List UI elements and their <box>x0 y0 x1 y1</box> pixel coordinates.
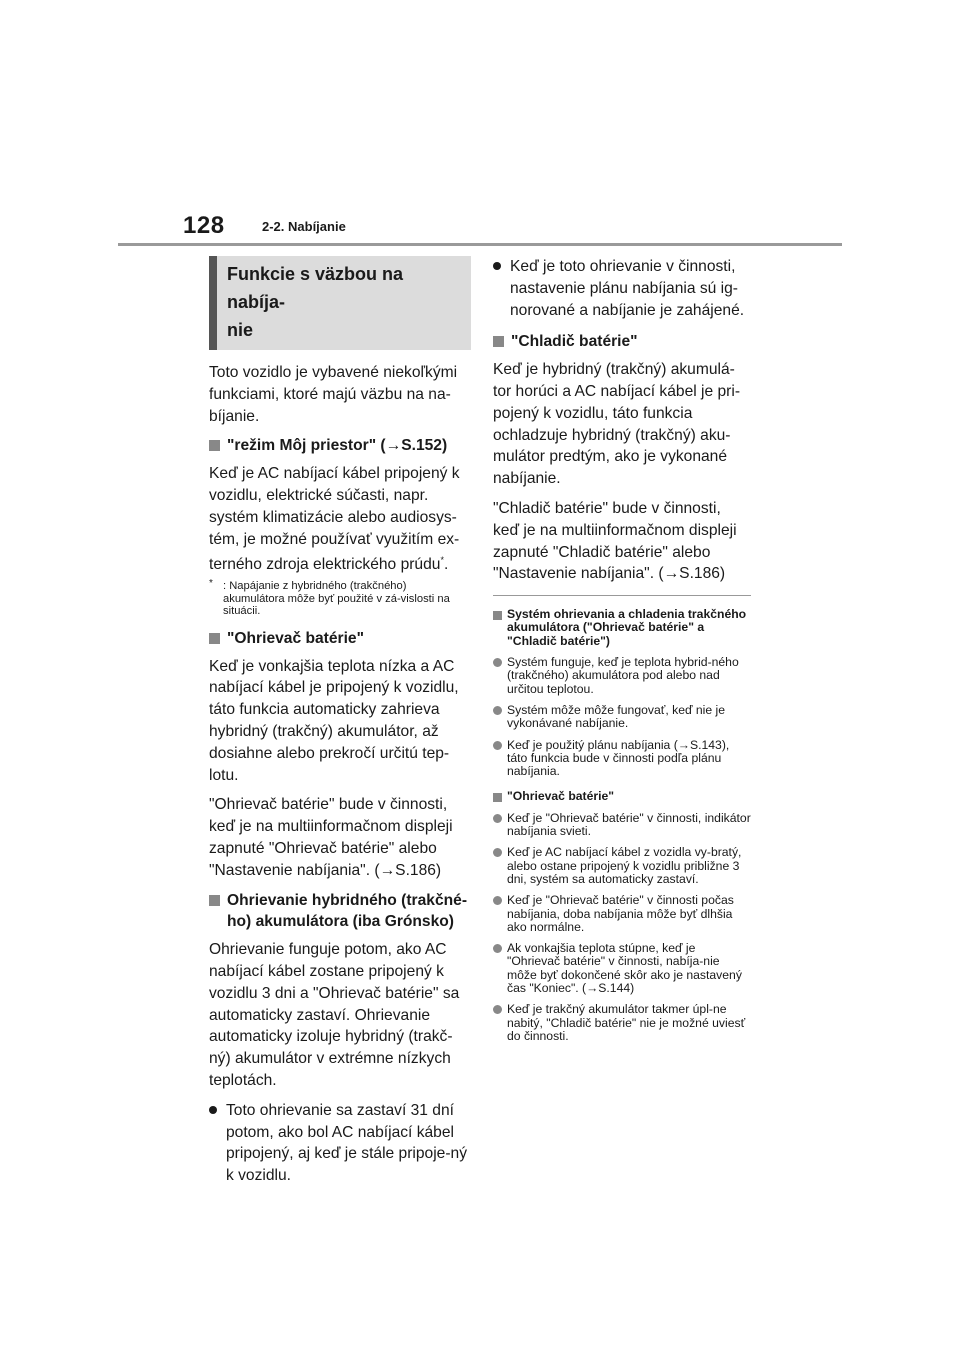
subheading-hybrid-heating <box>209 890 471 934</box>
page-number: 128 <box>183 212 225 239</box>
left-column <box>209 256 471 1197</box>
circle-bullet-icon <box>493 1005 502 1014</box>
bullet-dot-icon <box>493 262 501 270</box>
hybrid-heating-paragraph: Ohrievanie funguje potom, ako AC nabíjací kábel zostane pripojený k vozidlu 3 dni a "Ohrievač batérie" sa automaticky zastaví. Ohrievanie automaticky izoluje hybridný (trakč-ný) akumulátor v extrémne nízkych teplotách. <box>209 941 460 1089</box>
info-heading <box>493 790 751 803</box>
section-heading: Funkcie s väzbou na nabíja- nie <box>227 264 404 340</box>
info-item <box>493 739 751 779</box>
bullet-dot-icon <box>209 1106 217 1114</box>
square-bullet-icon <box>493 336 504 347</box>
paragraph-text: Keď je AC nabíjací kábel pripojený k vozidlu, elektrické súčasti, napr. systém klimatizácie alebo audiosys-tém, je možné používať využitím ex-terného zdroja elektrického prúdu <box>209 465 460 574</box>
battery-heater-paragraph-2: "Ohrievač batérie" bude v činnosti, keď je na multiinformačnom displeji zapnuté "Ohrievač batérie" alebo "Nastavenie nabíjania". (→S.186) <box>209 796 453 879</box>
bullet-text: Toto ohrievanie sa zastaví 31 dní potom, ako bol AC nabíjací kábel pripojený, aj keď je stále pripoje-ný k vozidlu. <box>226 1101 468 1185</box>
battery-heater-paragraph: Keď je vonkajšia teplota nízka a AC nabíjací kábel je pripojený k vozidlu, táto funkcia automaticky zahrieva hybridný (trakčný) akumulátor, až dosiahne alebo prekročí určitú tep-lotu. <box>209 657 459 784</box>
info-item <box>493 1003 751 1043</box>
bullet-text: Keď je toto ohrievanie v činnosti, nastavenie plánu nabíjania sú ig-norované a nabíjanie je zahájené. <box>510 258 745 319</box>
info-divider <box>493 595 751 596</box>
square-bullet-icon <box>493 793 502 802</box>
square-bullet-icon <box>209 440 220 451</box>
info-item <box>493 656 751 696</box>
circle-bullet-icon <box>493 741 502 750</box>
sentence-end: . <box>443 556 449 574</box>
bullet-item <box>493 256 751 321</box>
bullet-item <box>209 1100 471 1187</box>
battery-cooler-paragraph: Keď je hybridný (trakčný) akumulá-tor horúci a AC nabíjací kábel je pri-pojený k vozidlu, táto funkcia ochladzuje hybridný (trakčný) aku-mulátor predtým, ako je vykonané nabíjanie. <box>493 361 741 488</box>
footnote <box>209 580 471 618</box>
my-room-paragraph <box>209 463 471 576</box>
circle-bullet-icon <box>493 658 502 667</box>
square-bullet-icon <box>209 895 220 906</box>
section-heading-box <box>209 256 471 350</box>
info-item-text: Systém môže môže fungovať, keď nie je vykonávané nabíjanie. <box>507 702 725 731</box>
intro-paragraph: Toto vozidlo je vybavené niekoľkými funkciami, ktoré majú väzbu na na-bíjanie. <box>209 364 458 425</box>
info-item-text: Ak vonkajšia teplota stúpne, keď je "Ohrievač batérie" v činnosti, nabíja-nie môže byť dokončené skôr ako je nastavený čas "Koniec". (→S.144) <box>507 941 742 995</box>
subheading-battery-cooler <box>493 331 751 353</box>
circle-bullet-icon <box>493 706 502 715</box>
subheading-text: "režim Môj priestor" (→S.152) <box>227 437 448 455</box>
info-item <box>493 846 751 886</box>
subheading-text: "Chladič batérie" <box>511 333 638 351</box>
footnote-marker: * <box>440 555 444 566</box>
footnote-star: * <box>209 578 213 590</box>
info-item <box>493 812 751 839</box>
info-item <box>493 704 751 731</box>
right-column <box>493 256 751 1051</box>
info-item <box>493 942 751 995</box>
subheading-battery-heater <box>209 628 471 650</box>
square-bullet-icon <box>209 633 220 644</box>
subheading-text: "Ohrievač batérie" <box>227 629 365 647</box>
header-divider <box>118 243 842 246</box>
circle-bullet-icon <box>493 944 502 953</box>
info-item-text: Keď je "Ohrievač batérie" v činnosti, indikátor nabíjania svieti. <box>507 810 751 839</box>
circle-bullet-icon <box>493 896 502 905</box>
battery-cooler-paragraph-2: "Chladič batérie" bude v činnosti, keď je na multiinformačnom displeji zapnuté "Chladič batérie" alebo "Nastavenie nabíjania". (→S.186) <box>493 499 737 583</box>
subheading-text: Ohrievanie hybridného (trakčné-ho) akumulátora (iba Grónsko) <box>227 891 468 931</box>
footnote-text: : Napájanie z hybridného (trakčného) akumulátora môže byť použité v zá-vislosti na situácii. <box>223 580 450 618</box>
section-title: 2-2. Nabíjanie <box>262 219 346 234</box>
info-item-text: Systém funguje, keď je teplota hybrid-ného (trakčného) akumulátora pod alebo nad určitou teplotou. <box>507 655 739 696</box>
info-item-text: Keď je trakčný akumulátor takmer úpl-ne nabitý, "Chladič batérie" nie je možné uviesť do činnosti. <box>507 1002 746 1043</box>
info-item-text: Keď je "Ohrievač batérie" v činnosti počas nabíjania, doba nabíjania môže byť dlhšia ako normálne. <box>507 893 734 934</box>
info-heading <box>493 608 751 648</box>
info-heading-text: Systém ohrievania a chladenia trakčného akumulátora ("Ohrievač batérie" a "Chladič batérie") <box>507 607 747 648</box>
info-heading-text: "Ohrievač batérie" <box>507 789 615 804</box>
info-item-text: Keď je použitý plánu nabíjania (→S.143), táto funkcia bude v činnosti podľa plánu nabíjania. <box>507 737 730 779</box>
subheading-my-room <box>209 435 471 457</box>
info-item <box>493 894 751 934</box>
circle-bullet-icon <box>493 814 502 823</box>
circle-bullet-icon <box>493 848 502 857</box>
square-bullet-icon <box>493 611 502 620</box>
info-item-text: Keď je AC nabíjací kábel z vozidla vy-bratý, alebo ostane pripojený k vozidlu približne 3 dni, systém sa automaticky zastaví. <box>507 845 742 886</box>
